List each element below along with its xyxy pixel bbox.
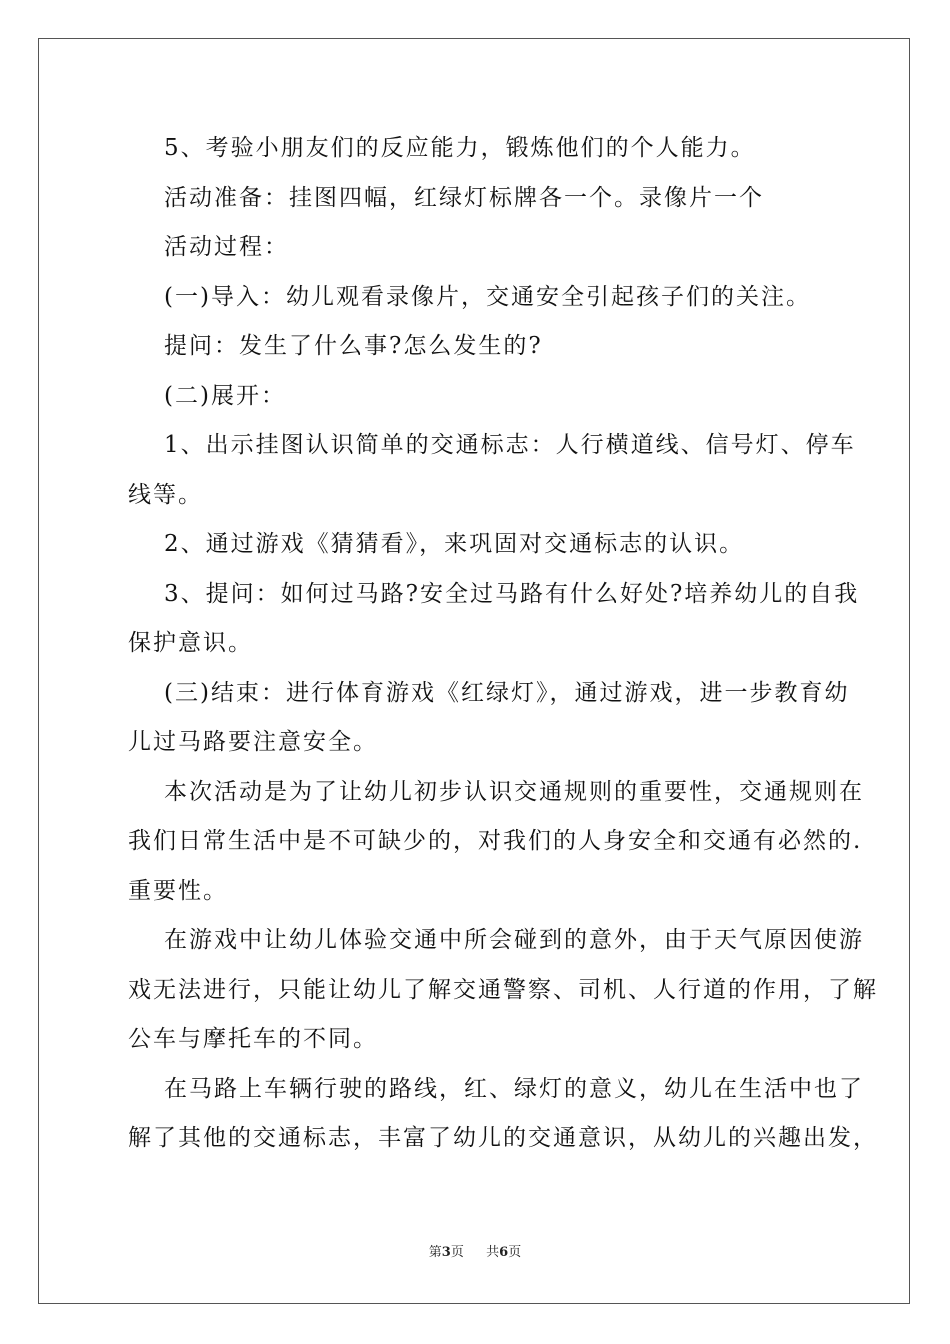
text-line-5: 提问：发生了什么事?怎么发生的? — [164, 333, 543, 359]
text-line-4: (一)导入：幼儿观看录像片，交通安全引起孩子们的关注。 — [164, 283, 811, 310]
total-prefix: 共 — [486, 1245, 500, 1260]
document-body — [128, 124, 878, 1164]
total-pages-number: 6 — [499, 1245, 509, 1260]
text-line-11: 保护意识。 — [128, 630, 253, 656]
text-line-9: 2、通过游戏《猜猜看》，来巩固对交通标志的认识。 — [164, 531, 745, 557]
current-page-number: 3 — [441, 1245, 451, 1260]
text-line-15: 我们日常生活中是不可缺少的，对我们的人身安全和交通有必然的. — [128, 828, 863, 854]
text-line-3: 活动过程： — [164, 234, 289, 260]
text-line-18: 戏无法进行，只能让幼儿了解交通警察、司机、人行道的作用，了解 — [128, 976, 878, 1003]
text-line-10: 3、提问：如何过马路?安全过马路有什么好处?培养幼儿的自我 — [164, 580, 860, 607]
text-line-21: 解了其他的交通标志，丰富了幼儿的交通意识，从幼儿的兴趣出发， — [128, 1125, 878, 1151]
text-line-6: (二)展开： — [164, 382, 286, 409]
text-line-20: 在马路上车辆行驶的路线，红、绿灯的意义，幼儿在生活中也了 — [164, 1075, 864, 1102]
text-line-12: (三)结束：进行体育游戏《红绿灯》，通过游戏，进一步教育幼 — [164, 679, 850, 706]
total-suffix: 页 — [508, 1245, 522, 1260]
text-line-19: 公车与摩托车的不同。 — [128, 1026, 378, 1052]
text-line-7: 1、出示挂图认识简单的交通标志：人行横道线、信号灯、停车 — [164, 432, 856, 458]
text-line-16: 重要性。 — [128, 877, 228, 904]
page-footer — [0, 1244, 950, 1262]
text-line-17: 在游戏中让幼儿体验交通中所会碰到的意外，由于天气原因使游 — [164, 927, 864, 953]
page-number — [429, 1245, 468, 1260]
page-prefix: 第 — [428, 1245, 442, 1260]
text-line-13: 儿过马路要注意安全。 — [128, 729, 378, 755]
page-suffix: 页 — [450, 1245, 464, 1260]
text-line-2: 活动准备：挂图四幅，红绿灯标牌各一个。录像片一个 — [164, 184, 764, 211]
total-pages — [486, 1245, 521, 1260]
text-line-8: 线等。 — [128, 481, 203, 508]
text-line-1: 5、考验小朋友们的反应能力，锻炼他们的个人能力。 — [164, 135, 756, 161]
text-line-14: 本次活动是为了让幼儿初步认识交通规则的重要性，交通规则在 — [164, 778, 864, 805]
